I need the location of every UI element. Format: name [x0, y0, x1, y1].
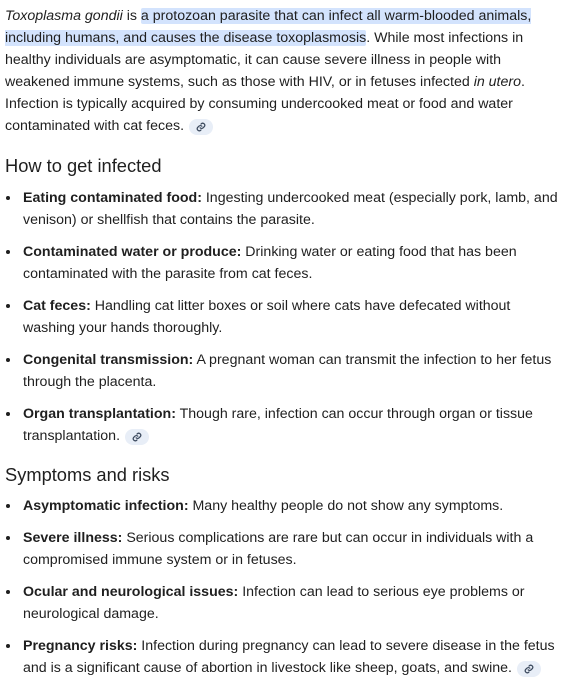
list-item [5, 241, 566, 285]
list-item-term: Organ transplantation: [23, 406, 176, 422]
species-name: Toxoplasma gondii [5, 8, 123, 24]
list-item-text: A pregnant woman can transmit the infection to her fetus through the placenta. [23, 352, 552, 390]
list-item [5, 349, 566, 393]
symptoms-list [5, 495, 566, 679]
list-item-text: Infection can lead to serious eye problems or neurological damage. [23, 584, 525, 622]
link-icon [132, 432, 142, 442]
list-item-term: Contaminated water or produce: [23, 244, 242, 260]
list-item-term: Congenital transmission: [23, 352, 194, 368]
list-item-term: Cat feces: [23, 298, 91, 314]
link-icon [524, 664, 534, 674]
intro-paragraph [5, 5, 566, 137]
list-item-term: Severe illness: [23, 530, 123, 546]
list-item-text: Ingesting undercooked meat (especially pork, lamb, and venison) or shellfish that contains the parasite. [23, 190, 558, 228]
list-item [5, 635, 566, 679]
list-item-term: Pregnancy risks: [23, 638, 138, 654]
list-item [5, 403, 566, 447]
list-item-term: Ocular and neurological issues: [23, 584, 239, 600]
list-item [5, 187, 566, 231]
list-item-text: Serious complications are rare but can occur in individuals with a compromised immune system or in fetuses. [23, 530, 534, 568]
source-link-button[interactable] [517, 661, 541, 677]
list-item [5, 295, 566, 339]
list-item-term: Eating contaminated food: [23, 190, 202, 206]
heading-how-to-get-infected: How to get infected [5, 155, 162, 176]
source-link-button[interactable] [189, 119, 213, 135]
list-item-text: Drinking water or eating food that has been contaminated with the parasite from cat feces. [23, 244, 517, 282]
list-item [5, 495, 566, 517]
in-utero-text: in utero [473, 74, 522, 90]
highlighted-definition[interactable]: a protozoan parasite that can infect all warm-blooded animals, including humans, and causes the disease toxoplasmosis [5, 8, 532, 46]
list-item-text: Infection during pregnancy can lead to severe disease in the fetus and is a significant cause of abortion in livestock like sheep, goats, and swine. [23, 638, 555, 676]
list-item [5, 527, 566, 571]
intro-is: is [122, 8, 141, 24]
source-link-button[interactable] [125, 429, 149, 445]
link-icon [196, 122, 206, 132]
list-item-text: Many healthy people do not show any symptoms. [188, 498, 504, 514]
list-item [5, 581, 566, 625]
list-item-text: Though rare, infection can occur through organ or tissue transplantation. [23, 406, 533, 444]
infection-routes-list [5, 187, 566, 447]
list-item-text: Handling cat litter boxes or soil where cats have defecated without washing your hands thoroughly. [23, 298, 511, 336]
intro-text-2: . Infection is typically acquired by consuming undercooked meat or food and water contaminated with cat feces. [5, 74, 525, 134]
intro-text-1: . While most infections in healthy individuals are asymptomatic, it can cause severe illness in people with weakened immune systems, such as those with HIV, or in fetuses infected [5, 30, 524, 90]
list-item-term: Asymptomatic infection: [23, 498, 189, 514]
heading-symptoms-and-risks: Symptoms and risks [5, 464, 170, 485]
